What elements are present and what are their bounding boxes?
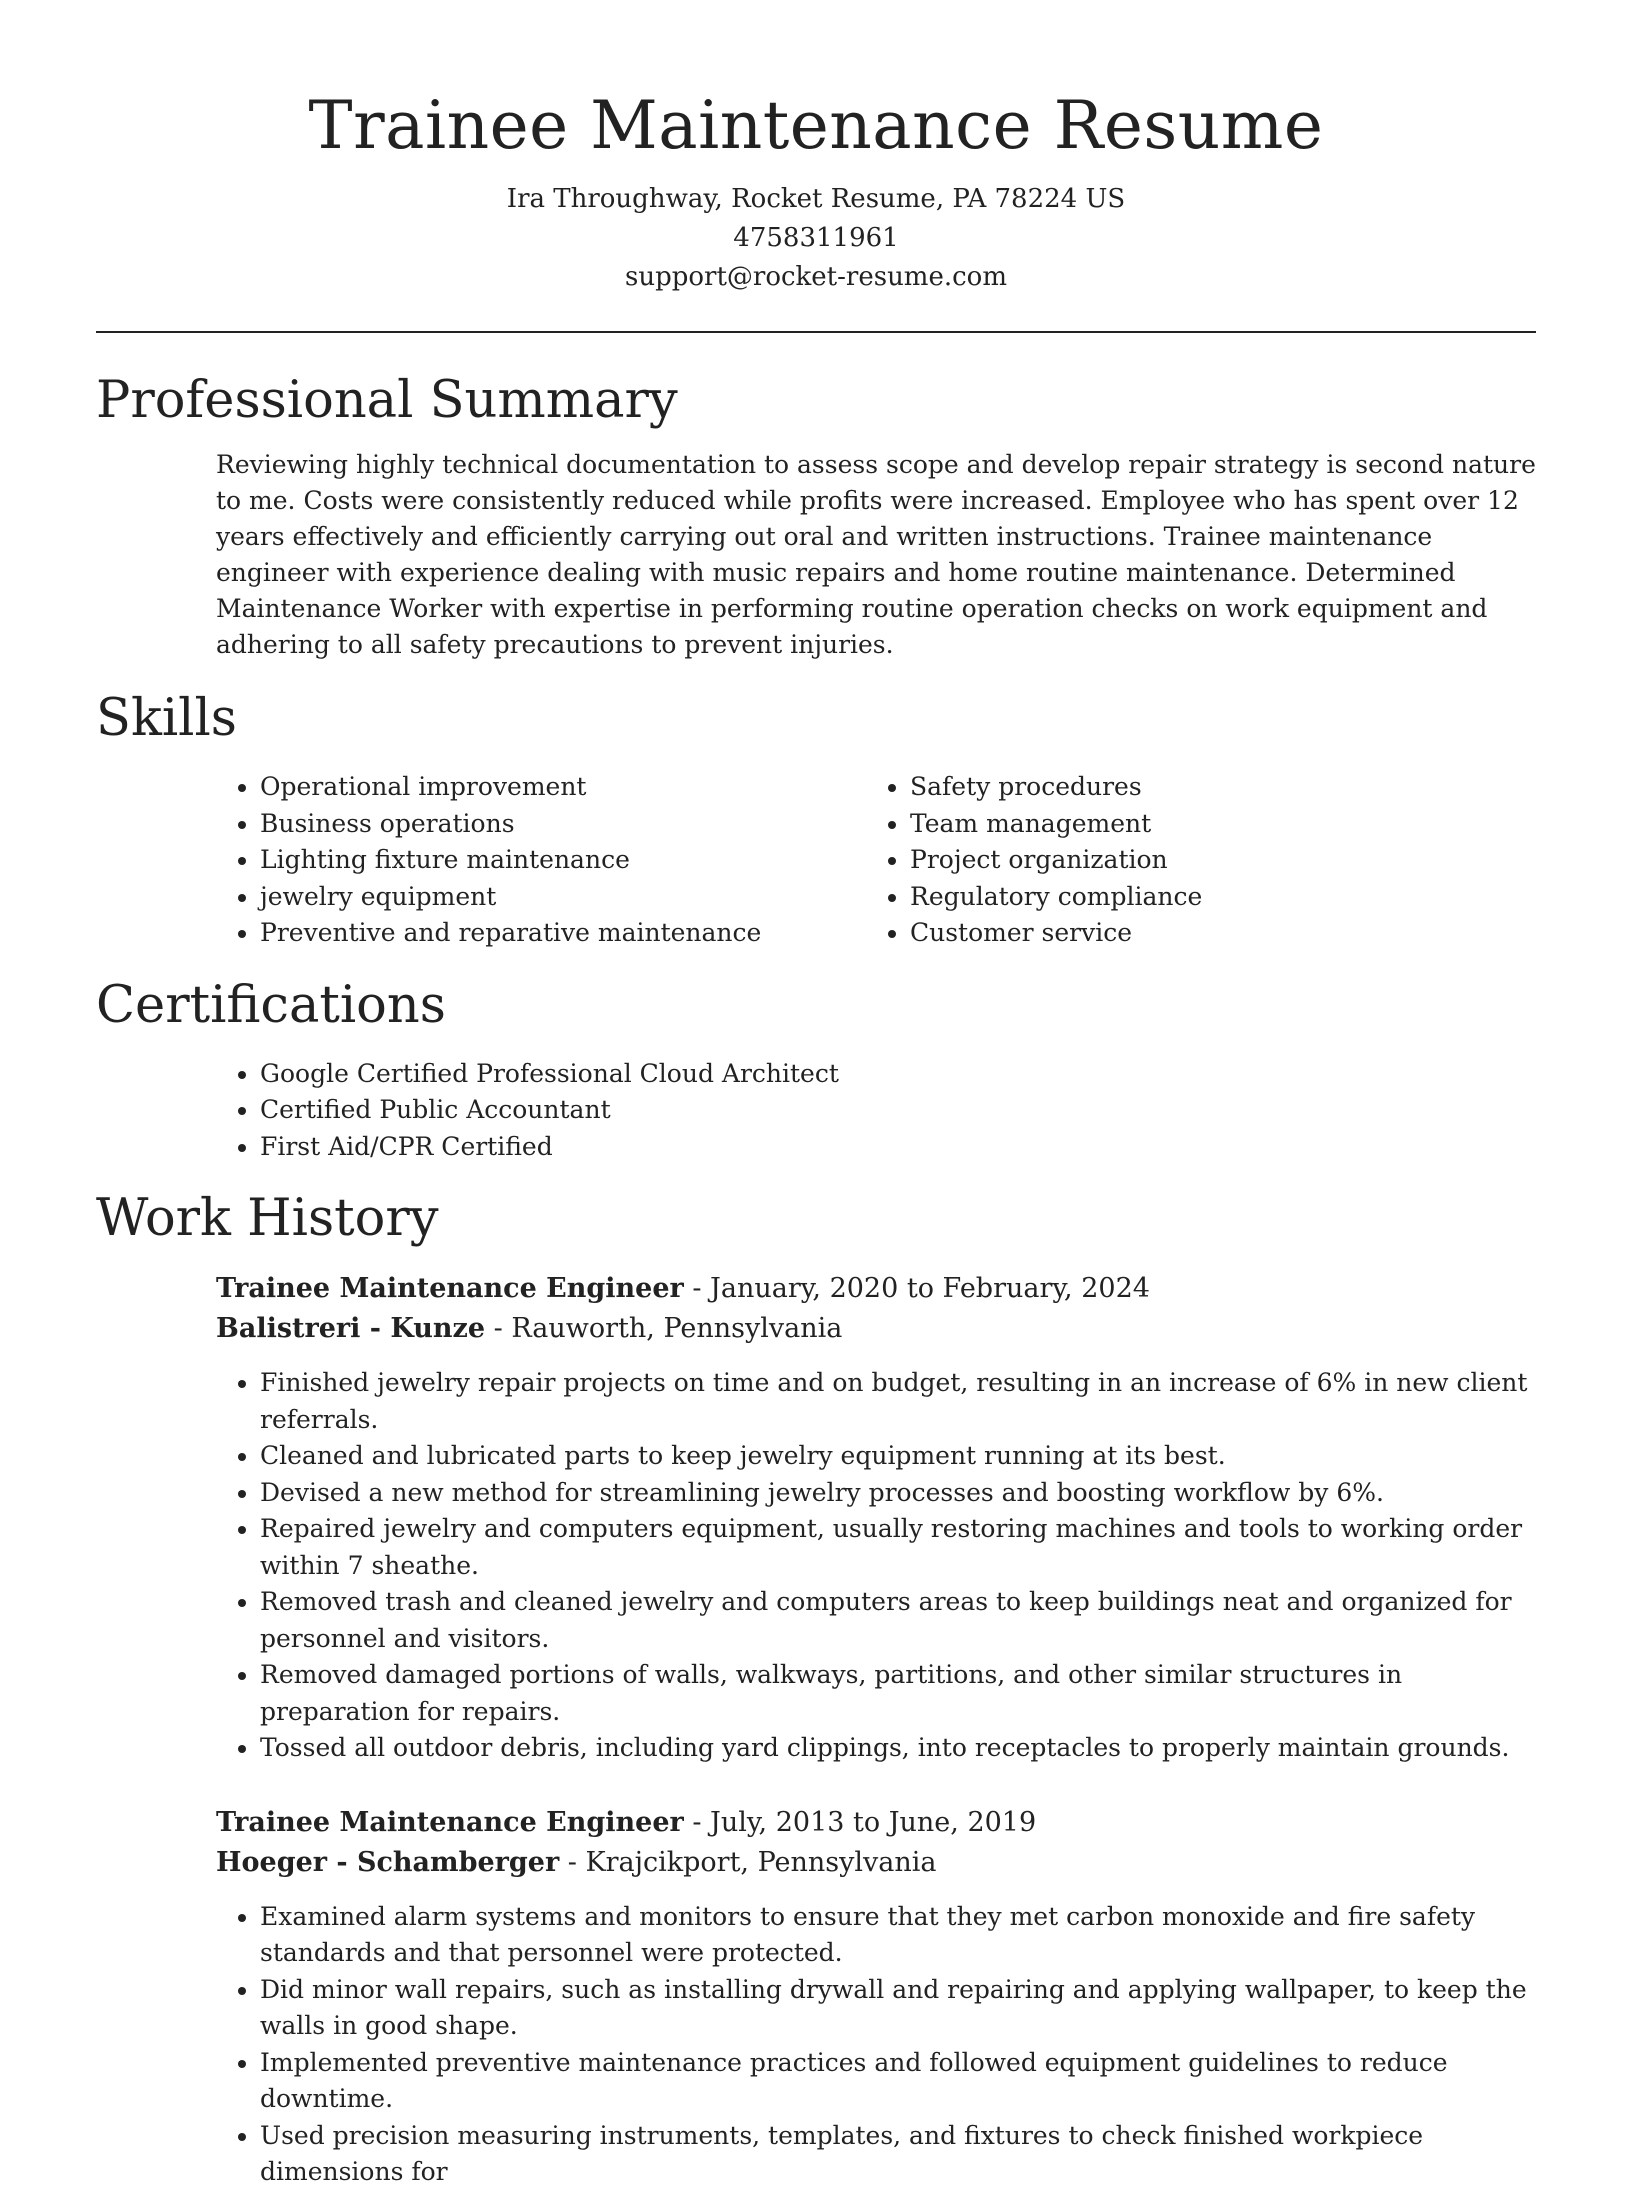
job-bullet: • Implemented preventive maintenance practices and followed equipment guidelines to reduce downtime.	[260, 2045, 1536, 2118]
certifications-list	[216, 1056, 1536, 1166]
skill-item: • Preventive and reparative maintenance	[260, 915, 866, 952]
skill-item: • Project organization	[910, 842, 1516, 879]
certifications-heading: Certifications	[96, 975, 446, 1035]
certifications-section	[96, 976, 1536, 1166]
skills-list	[216, 769, 1536, 952]
job-bullet: • Tossed all outdoor debris, including yard clippings, into receptacles to properly maintain grounds.	[260, 1730, 1536, 1767]
job-bullet: • Did minor wall repairs, such as installing drywall and repairing and applying wallpaper, to keep the walls in good shape.	[260, 1972, 1536, 2045]
skills-column-right	[866, 769, 1516, 952]
job-location: - Rauworth, Pennsylvania	[485, 1313, 843, 1344]
skill-item: • Regulatory compliance	[910, 879, 1516, 916]
job-title: Trainee Maintenance Engineer	[216, 1806, 684, 1838]
email: support@rocket-resume.com	[624, 262, 1007, 292]
job-bullet: • Examined alarm systems and monitors to ensure that they met carbon monoxide and fire safety standards and that personnel were protected.	[260, 1899, 1536, 1972]
job-bullet: • Finished jewelry repair projects on time and on budget, resulting in an increase of 6% in new client referrals.	[260, 1365, 1536, 1438]
job-bullet: • Cleaned and lubricated parts to keep jewelry equipment running at its best.	[260, 1438, 1536, 1475]
skills-heading: Skills	[96, 689, 237, 748]
phone: 4758311961	[733, 223, 899, 253]
job-bullet: • Removed trash and cleaned jewelry and computers areas to keep buildings neat and organized for personnel and visitors.	[260, 1584, 1536, 1657]
job-bullet: • Repaired jewelry and computers equipment, usually restoring machines and tools to working order within 7 sheathe.	[260, 1511, 1536, 1584]
skill-item: • Team management	[910, 806, 1516, 843]
job-bullet: • Removed damaged portions of walls, walkways, partitions, and other similar structures in preparation for repairs.	[260, 1657, 1536, 1730]
skills-column-left	[216, 769, 866, 952]
work-history-section	[96, 1189, 1536, 2191]
summary-heading: Professional Summary	[96, 371, 678, 430]
certification-item: • Certified Public Accountant	[260, 1092, 1536, 1129]
skill-item: • Customer service	[910, 915, 1516, 952]
job-title-line	[216, 1803, 1536, 1843]
job-company-line	[216, 1309, 1536, 1349]
job-company-line	[216, 1843, 1536, 1883]
job-location: - Krajcikport, Pennsylvania	[559, 1846, 937, 1878]
address: Ira Throughway, Rocket Resume, PA 78224 US	[506, 184, 1126, 214]
job-bullets	[216, 1899, 1536, 2191]
certification-item: • Google Certified Professional Cloud Architect	[260, 1056, 1536, 1093]
summary-text: Reviewing highly technical documentation to assess scope and develop repair strategy is second nature to me. Costs were consistently reduced while profits were increased. Employee who has spent over 12 years effectively and efficiently carrying out oral and written instructions. Trainee maintenance engineer with experience dealing with music repairs and home routine maintenance. Determined Maintenance Worker with expertise in performing routine operation checks on work equipment and adhering to all safety precautions to prevent injuries.	[216, 450, 1536, 659]
header-divider	[96, 331, 1536, 333]
job-bullet: • Used precision measuring instruments, templates, and fixtures to check finished workpiece dimensions for	[260, 2118, 1536, 2191]
resume-header	[96, 0, 1536, 297]
certification-item: • First Aid/CPR Certified	[260, 1129, 1536, 1166]
job-entry	[216, 1803, 1536, 2191]
skill-item: • Operational improvement	[260, 769, 866, 806]
job-dates: - July, 2013 to June, 2019	[683, 1806, 1037, 1838]
contact-info	[96, 180, 1536, 297]
resume-title: Trainee Maintenance Resume	[308, 87, 1324, 164]
job-bullet: • Devised a new method for streamlining jewelry processes and boosting workflow by 6%.	[260, 1475, 1536, 1512]
skill-item: • Safety procedures	[910, 769, 1516, 806]
job-dates: - January, 2020 to February, 2024	[683, 1273, 1150, 1304]
skill-item: • Lighting fixture maintenance	[260, 842, 866, 879]
skill-item: • jewelry equipment	[260, 879, 866, 916]
job-bullets	[216, 1365, 1536, 1767]
skill-item: • Business operations	[260, 806, 866, 843]
work-history-heading: Work History	[96, 1189, 439, 1248]
summary-section	[96, 371, 1536, 663]
skills-section	[96, 689, 1536, 952]
job-title: Trainee Maintenance Engineer	[216, 1273, 684, 1304]
job-title-line	[216, 1269, 1536, 1309]
job-company: Hoeger - Schamberger	[216, 1846, 560, 1878]
job-company: Balistreri - Kunze	[216, 1313, 486, 1344]
job-entry	[216, 1269, 1536, 1767]
